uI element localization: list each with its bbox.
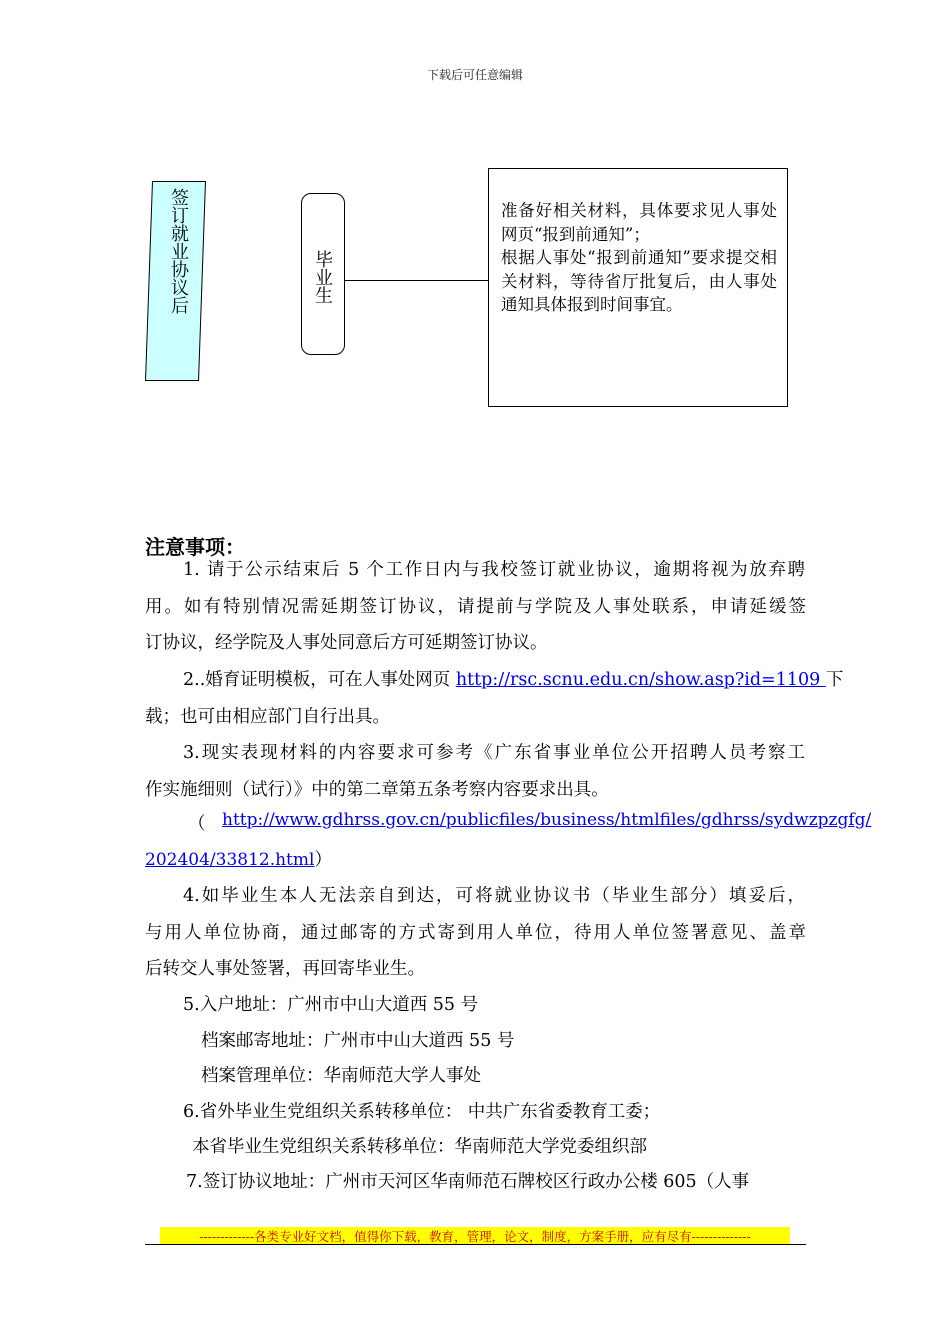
- note3-line4: [145, 846, 332, 871]
- note5-line3: 档案管理单位：华南师范大学人事处: [201, 1066, 481, 1086]
- note2-suffix: 下: [825, 670, 844, 690]
- note6-line1: 6.省外毕业生党组织关系转移单位： 中共广东省委教育工委；: [183, 1102, 661, 1122]
- note1-line1: 1. 请于公示结束后 5 个工作日内与我校签订就业协议，逾期将视为放弃聘: [183, 560, 805, 580]
- assessment-rules-link-part2[interactable]: 202404/33812.html: [145, 850, 315, 870]
- actor-label: 毕业生: [312, 250, 333, 304]
- note1-line2: 用。如有特别情况需延期签订协议，请提前与学院及人事处联系，申请延缓签: [145, 597, 806, 617]
- assessment-rules-link-part1[interactable]: http://www.gdhrss.gov.cn/publicfiles/business/htmlfiles/gdhrss/sydwzpzgfg/: [222, 810, 872, 830]
- details-line-1: 准备好相关材料，具体要求见人事处网页“报到前通知”；: [501, 201, 777, 244]
- footer-rule: [145, 1244, 806, 1245]
- note5-line2: 档案邮寄地址：广州市中山大道西 55 号: [201, 1031, 515, 1051]
- note6-line2: 本省毕业生党组织关系转移单位：华南师范大学党委组织部: [192, 1137, 647, 1157]
- note4-line3: 后转交人事处签署，再回寄毕业生。: [145, 959, 425, 979]
- footer-banner: -------------各类专业好文档，值得你下载，教育，管理，论文，制度，方案手册，应有尽有--------------: [160, 1227, 790, 1245]
- note3-paren-close: ）: [314, 850, 332, 870]
- step-label: 签订就业协议后: [168, 188, 189, 314]
- note4-line2: 与用人单位协商，通过邮寄的方式寄到用人单位，待用人单位签署意见、盖章: [145, 923, 806, 943]
- note2-prefix: 2..婚育证明模板，可在人事处网页: [183, 670, 456, 690]
- note5-line1: 5.入户地址：广州市中山大道西 55 号: [183, 995, 479, 1015]
- marriage-template-link[interactable]: http://rsc.scnu.edu.cn/show.asp?id=1109: [455, 670, 826, 690]
- note7-line1: 7.签订协议地址：广州市天河区华南师范石牌校区行政办公楼 605（人事: [186, 1172, 750, 1192]
- note2-line2: 载；也可由相应部门自行出具。: [145, 707, 390, 727]
- details-box: [488, 168, 788, 407]
- page-header: 下载后可任意编辑: [426, 68, 523, 82]
- note2-line1: [183, 666, 843, 691]
- note3-paren-open: （: [188, 814, 206, 834]
- notes-title: 注意事项：: [145, 535, 245, 559]
- note3-line2: 作实施细则（试行）》中的第二章第五条考察内容要求出具。: [145, 780, 609, 800]
- note1-line3: 订协议，经学院及人事处同意后方可延期签订协议。: [145, 633, 548, 653]
- connector-line: [344, 280, 488, 281]
- details-line-2: 根据人事处“报到前通知”要求提交相关材料，等待省厅批复后，由人事处通知具体报到时间事宜。: [501, 248, 777, 314]
- note3-line1: 3.现实表现材料的内容要求可参考《广东省事业单位公开招聘人员考察工: [183, 743, 805, 763]
- note4-line1: 4.如毕业生本人无法亲自到达，可将就业协议书（毕业生部分）填妥后，: [183, 886, 805, 906]
